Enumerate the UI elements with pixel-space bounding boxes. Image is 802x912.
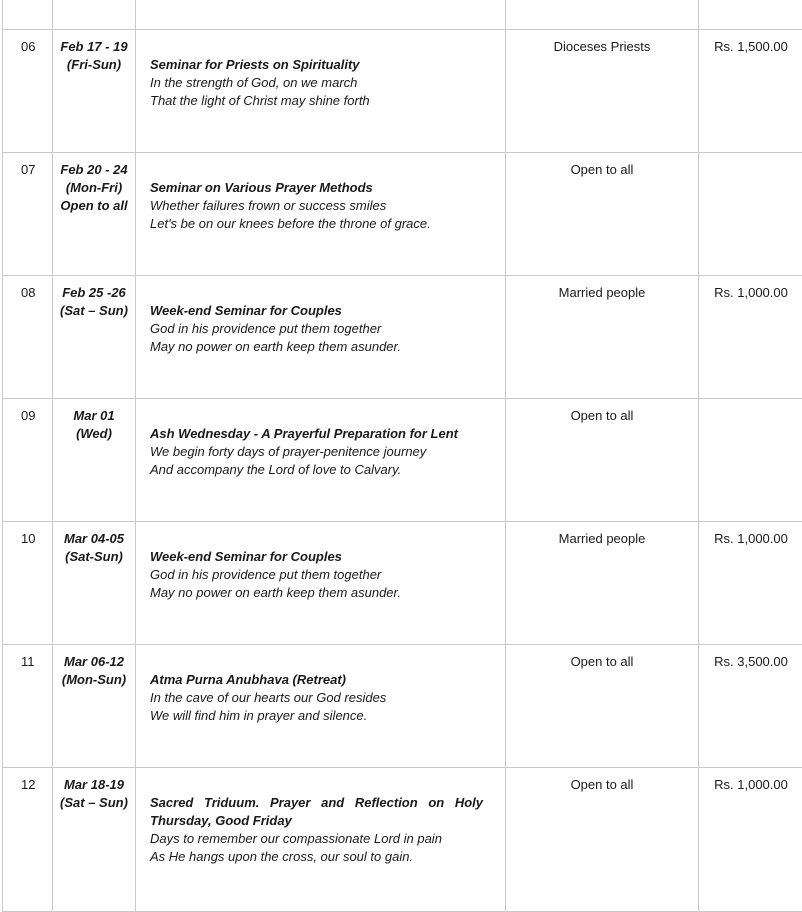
schedule-table [2, 0, 802, 912]
table-row [3, 0, 802, 30]
event-verse: And accompany the Lord of love to Calvary. [150, 461, 495, 479]
date-line: (Wed) [53, 425, 135, 443]
cell-blank [699, 0, 802, 30]
date-line: Mar 04-05 [53, 530, 135, 548]
event-verse: God in his providence put them together [150, 566, 495, 584]
row-participants: Open to all [506, 153, 699, 276]
row-number: 11 [3, 645, 53, 768]
row-participants: Open to all [506, 645, 699, 768]
row-number: 07 [3, 153, 53, 276]
cell-blank [53, 0, 136, 30]
table-row [3, 30, 802, 153]
event-title: Seminar for Priests on Spirituality [150, 56, 495, 74]
row-event [136, 30, 506, 153]
row-fee: Rs. 1,000.00 [699, 522, 802, 645]
row-fee: Rs. 1,000.00 [699, 768, 802, 912]
event-verse: In the cave of our hearts our God resides [150, 689, 495, 707]
row-event [136, 522, 506, 645]
row-fee [699, 153, 802, 276]
cell-blank [136, 0, 506, 30]
row-fee: Rs. 1,000.00 [699, 276, 802, 399]
row-participants: Married people [506, 522, 699, 645]
row-number: 12 [3, 768, 53, 912]
row-participants: Dioceses Priests [506, 30, 699, 153]
table-row [3, 399, 802, 522]
event-verse: God in his providence put them together [150, 320, 495, 338]
date-line: Feb 25 -26 [53, 284, 135, 302]
event-verse: In the strength of God, on we march [150, 74, 495, 92]
date-line: (Fri-Sun) [53, 56, 135, 74]
event-title: Sacred Triduum. Prayer and Reflection on Holy Thursday, Good Friday [150, 794, 495, 830]
date-line: (Sat – Sun) [53, 302, 135, 320]
row-event [136, 768, 506, 912]
event-verse: Days to remember our compassionate Lord in pain [150, 830, 495, 848]
row-date [53, 30, 136, 153]
date-line: (Mon-Sun) [53, 671, 135, 689]
row-number: 10 [3, 522, 53, 645]
table-row [3, 522, 802, 645]
event-title: Week-end Seminar for Couples [150, 548, 495, 566]
event-verse: We begin forty days of prayer-penitence journey [150, 443, 495, 461]
cell-blank [506, 0, 699, 30]
event-title: Seminar on Various Prayer Methods [150, 179, 495, 197]
row-date [53, 399, 136, 522]
date-line: Mar 06-12 [53, 653, 135, 671]
event-verse: May no power on earth keep them asunder. [150, 338, 495, 356]
row-participants: Married people [506, 276, 699, 399]
row-participants: Open to all [506, 399, 699, 522]
date-line: Open to all [53, 197, 135, 215]
row-event [136, 153, 506, 276]
event-verse: May no power on earth keep them asunder. [150, 584, 495, 602]
date-line: (Sat – Sun) [53, 794, 135, 812]
row-fee: Rs. 3,500.00 [699, 645, 802, 768]
date-line: Mar 01 [53, 407, 135, 425]
event-verse: Whether failures frown or success smiles [150, 197, 495, 215]
date-line: (Mon-Fri) [53, 179, 135, 197]
row-fee [699, 399, 802, 522]
event-title: Week-end Seminar for Couples [150, 302, 495, 320]
date-line: Mar 18-19 [53, 776, 135, 794]
row-number: 06 [3, 30, 53, 153]
table-row [3, 645, 802, 768]
event-title: Ash Wednesday - A Prayerful Preparation for Lent [150, 425, 495, 443]
cell-blank [3, 0, 53, 30]
row-event [136, 276, 506, 399]
table-row [3, 768, 802, 912]
event-verse: We will find him in prayer and silence. [150, 707, 495, 725]
row-date [53, 645, 136, 768]
row-date [53, 522, 136, 645]
event-verse: As He hangs upon the cross, our soul to gain. [150, 848, 495, 866]
row-participants: Open to all [506, 768, 699, 912]
row-number: 09 [3, 399, 53, 522]
row-event [136, 645, 506, 768]
date-line: (Sat-Sun) [53, 548, 135, 566]
row-date [53, 768, 136, 912]
row-date [53, 153, 136, 276]
date-line: Feb 17 - 19 [53, 38, 135, 56]
date-line: Feb 20 - 24 [53, 161, 135, 179]
table-row [3, 153, 802, 276]
row-number: 08 [3, 276, 53, 399]
event-verse: That the light of Christ may shine forth [150, 92, 495, 110]
row-fee: Rs. 1,500.00 [699, 30, 802, 153]
event-title: Atma Purna Anubhava (Retreat) [150, 671, 495, 689]
table-row [3, 276, 802, 399]
row-event [136, 399, 506, 522]
row-date [53, 276, 136, 399]
event-verse: Let's be on our knees before the throne of grace. [150, 215, 495, 233]
